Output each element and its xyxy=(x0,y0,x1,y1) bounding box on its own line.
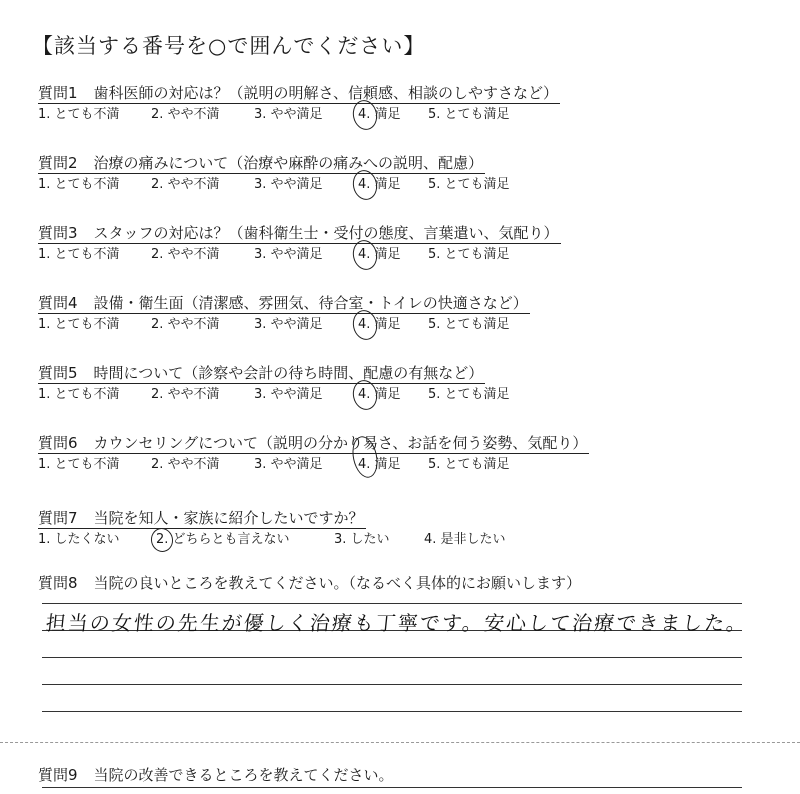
question-text: 当院を知人・家族に紹介したいですか？ xyxy=(93,509,364,527)
question-text: カウンセリングについて（説明の分かり易さ、お話を伺う姿勢、気配り） xyxy=(93,434,588,452)
option-selected[interactable]: 4. 満足 xyxy=(358,247,401,262)
option[interactable]: 3. したい xyxy=(334,532,390,547)
option[interactable]: 2. やや不満 xyxy=(151,177,220,192)
option[interactable]: 2. やや不満 xyxy=(151,387,220,402)
option[interactable]: 3. やや満足 xyxy=(254,247,323,262)
answer-rule xyxy=(42,684,742,685)
options-row xyxy=(38,316,778,334)
question-number: 質問5 xyxy=(38,364,78,382)
option[interactable]: 1. とても不満 xyxy=(38,177,120,192)
question-number: 質問1 xyxy=(38,84,78,102)
option-selected[interactable]: 4. 満足 xyxy=(358,177,401,192)
question-number: 質問7 xyxy=(38,509,78,527)
question-text: 時間について（診察や会計の待ち時間、配慮の有無など） xyxy=(93,364,484,382)
question-number: 質問6 xyxy=(38,434,78,452)
option[interactable]: 5. とても満足 xyxy=(428,387,510,402)
question-4-line xyxy=(38,293,530,314)
question-2 xyxy=(38,153,778,194)
question-3-line xyxy=(38,223,561,244)
option[interactable]: 1. とても不満 xyxy=(38,457,120,472)
question-number: 質問2 xyxy=(38,154,78,172)
question-7-line xyxy=(38,508,366,529)
question-5 xyxy=(38,363,778,404)
option[interactable]: 2. やや不満 xyxy=(151,317,220,332)
option-selected[interactable]: 4. 満足 xyxy=(358,317,401,332)
option[interactable]: 1. とても不満 xyxy=(38,247,120,262)
option-selected[interactable]: 4. 満足 xyxy=(358,387,401,402)
option[interactable]: 2. やや不満 xyxy=(151,457,220,472)
options-row xyxy=(38,386,778,404)
handwritten-answer[interactable]: 担当の女性の先生が優しく治療も丁寧です。安心して治療できました。 xyxy=(44,611,750,635)
question-text: スタッフの対応は？（歯科衛生士・受付の態度、言葉遣い、気配り） xyxy=(93,224,559,242)
option[interactable]: 1. とても不満 xyxy=(38,387,120,402)
option[interactable]: 1. とても不満 xyxy=(38,107,120,122)
question-number: 質問8 xyxy=(38,574,78,592)
option[interactable]: 3. やや満足 xyxy=(254,387,323,402)
options-row xyxy=(38,106,778,124)
page-divider xyxy=(0,742,800,743)
answer-rule xyxy=(42,657,742,658)
question-6-line xyxy=(38,433,589,454)
question-text: 設備・衛生面（清潔感、雰囲気、待合室・トイレの快適さなど） xyxy=(93,294,528,312)
options-row xyxy=(38,531,778,549)
question-text: 歯科医師の対応は？（説明の明解さ、信頼感、相談のしやすさなど） xyxy=(93,84,558,102)
option[interactable]: 5. とても満足 xyxy=(428,457,510,472)
question-number: 質問9 xyxy=(38,766,78,784)
question-1-line xyxy=(38,83,560,104)
option[interactable]: 3. やや満足 xyxy=(254,457,323,472)
question-8 xyxy=(38,573,778,593)
question-number: 質問4 xyxy=(38,294,78,312)
option-selected[interactable]: 4. 満足 xyxy=(358,107,401,122)
question-7 xyxy=(38,508,778,549)
question-text: 治療の痛みについて（治療や麻酔の痛みへの説明、配慮） xyxy=(93,154,483,172)
question-2-line xyxy=(38,153,485,174)
question-3 xyxy=(38,223,778,264)
option[interactable]: 5. とても満足 xyxy=(428,317,510,332)
options-row xyxy=(38,246,778,264)
answer-rule xyxy=(42,711,742,712)
option[interactable]: 1. したくない xyxy=(38,532,120,547)
question-9 xyxy=(38,764,394,785)
answer-rule xyxy=(42,787,742,788)
question-1 xyxy=(38,83,778,124)
option[interactable]: 1. とても不満 xyxy=(38,317,120,332)
answer-rule xyxy=(42,603,742,604)
option[interactable]: 5. とても満足 xyxy=(428,247,510,262)
option-selected[interactable]: 4. 満足 xyxy=(358,457,401,472)
option[interactable]: 3. やや満足 xyxy=(254,317,323,332)
question-4 xyxy=(38,293,778,334)
question-6 xyxy=(38,433,778,474)
option-selected[interactable]: 2. どちらとも言えない xyxy=(156,532,290,547)
option[interactable]: 3. やや満足 xyxy=(254,177,323,192)
question-text: 当院の改善できるところを教えてください。 xyxy=(93,766,394,784)
instruction-header: 【該当する番号を○で囲んでください】 xyxy=(32,34,426,58)
question-number: 質問3 xyxy=(38,224,78,242)
option[interactable]: 3. やや満足 xyxy=(254,107,323,122)
option[interactable]: 2. やや不満 xyxy=(151,247,220,262)
option[interactable]: 4. 是非したい xyxy=(424,532,506,547)
options-row xyxy=(38,176,778,194)
option[interactable]: 5. とても満足 xyxy=(428,177,510,192)
option[interactable]: 5. とても満足 xyxy=(428,107,510,122)
question-text: 当院の良いところを教えてください。（なるべく具体的にお願いします） xyxy=(93,574,582,592)
option[interactable]: 2. やや不満 xyxy=(151,107,220,122)
options-row xyxy=(38,456,778,474)
question-5-line xyxy=(38,363,485,384)
